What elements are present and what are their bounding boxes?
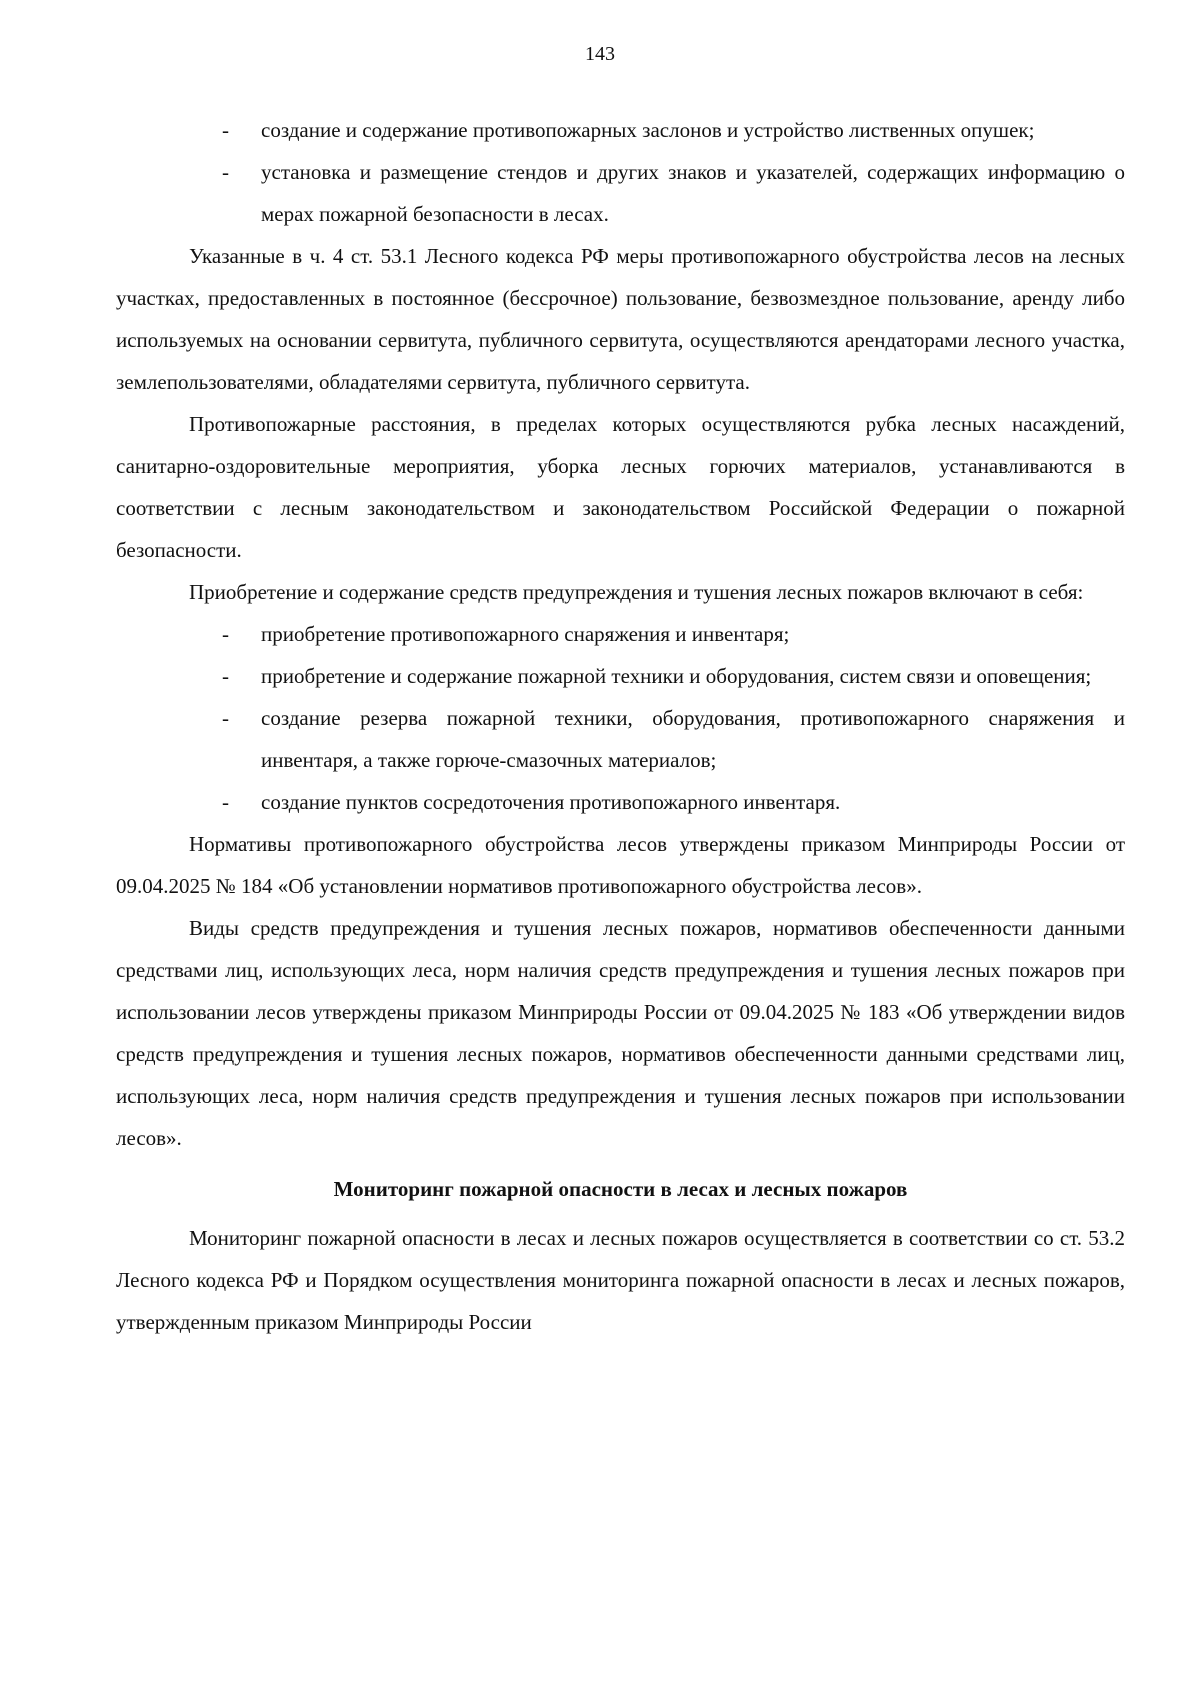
- bullet-dash: -: [222, 664, 229, 688]
- list-item-text: создание и содержание противопожарных заслонов и устройство лиственных опушек;: [261, 118, 1035, 142]
- page-number: 143: [585, 43, 615, 65]
- list-item-text: приобретение и содержание пожарной техники и оборудования, систем связи и оповещения;: [261, 664, 1092, 688]
- list-item: [116, 655, 1125, 697]
- list-item: [116, 109, 1125, 151]
- list-item-text: создание резерва пожарной техники, оборудования, противопожарного снаряжения и инвентаря, а также горюче-смазочных материалов;: [261, 706, 1125, 772]
- paragraph: Приобретение и содержание средств предупреждения и тушения лесных пожаров включают в себя:: [189, 580, 1084, 604]
- list-item-text: приобретение противопожарного снаряжения и инвентаря;: [261, 622, 790, 646]
- paragraph: Нормативы противопожарного обустройства лесов утверждены приказом Минприроды России от 09.04.2025 № 184 «Об установлении нормативов противопожарного обустройства лесов».: [116, 832, 1125, 898]
- paragraph: Мониторинг пожарной опасности в лесах и лесных пожаров осуществляется в соответствии со ст. 53.2 Лесного кодекса РФ и Порядком осуществления мониторинга пожарной опасности в лесах и лесных пожаров, утвержденным приказом Минприроды России: [116, 1226, 1125, 1334]
- list-item-text: установка и размещение стендов и других знаков и указателей, содержащих информацию о мерах пожарной безопасности в лесах.: [261, 160, 1125, 226]
- bullet-dash: -: [222, 706, 229, 730]
- list-item: [116, 781, 1125, 823]
- paragraph: Противопожарные расстояния, в пределах которых осуществляются рубка лесных насаждений, санитарно-оздоровительные мероприятия, уборка лесных горючих материалов, устанавливаются в соответствии с лесным законодательством и законодательством Российской Федерации о пожарной безопасности.: [116, 412, 1125, 562]
- list-item-text: создание пунктов сосредоточения противопожарного инвентаря.: [261, 790, 841, 814]
- bullet-dash: -: [222, 790, 229, 814]
- list-item: [116, 613, 1125, 655]
- list-item: [116, 151, 1125, 235]
- section-heading: Мониторинг пожарной опасности в лесах и лесных пожаров: [333, 1177, 908, 1201]
- bullet-dash: -: [222, 160, 229, 184]
- paragraph: Указанные в ч. 4 ст. 53.1 Лесного кодекса РФ меры противопожарного обустройства лесов на лесных участках, предоставленных в постоянное (бессрочное) пользование, безвозмездное пользование, аренду либо используемых на основании сервитута, публичного сервитута, осуществляются арендаторами лесного участка, землепользователями, обладателями сервитута, публичного сервитута.: [116, 244, 1125, 394]
- bullet-dash: -: [222, 622, 229, 646]
- paragraph: Виды средств предупреждения и тушения лесных пожаров, нормативов обеспеченности данными средствами лиц, использующих леса, норм наличия средств предупреждения и тушения лесных пожаров при использовании лесов утверждены приказом Минприроды России от 09.04.2025 № 183 «Об утверждении видов средств предупреждения и тушения лесных пожаров, нормативов обеспеченности данными средствами лиц, использующих леса, норм наличия средств предупреждения и тушения лесных пожаров при использовании лесов».: [116, 916, 1125, 1150]
- bullet-dash: -: [222, 118, 229, 142]
- document-body: [116, 109, 1125, 1343]
- list-item: [116, 697, 1125, 781]
